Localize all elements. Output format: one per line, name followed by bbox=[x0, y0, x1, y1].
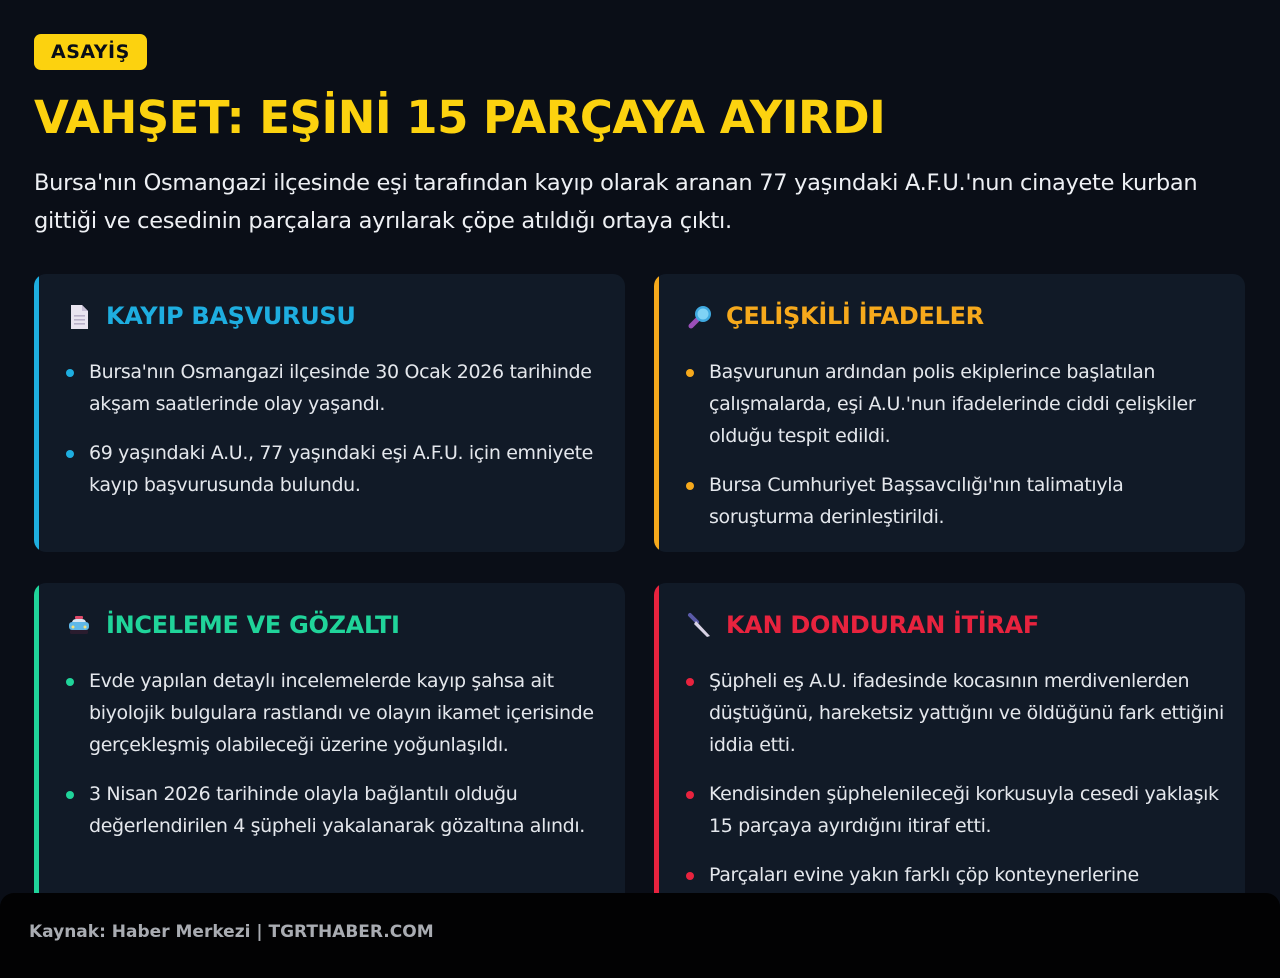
card-accent-bar bbox=[654, 274, 659, 552]
card-header bbox=[686, 609, 1039, 641]
card-header bbox=[66, 609, 400, 641]
card-inceleme-ve-gozalti bbox=[34, 583, 625, 913]
list-item: Başvurunun ardından polis ekiplerince başlatılan çalışmalarda, eşi A.U.'nun ifadelerinde ciddi çelişkiler olduğu tespit edildi. bbox=[686, 356, 1225, 452]
bullet-dot bbox=[66, 678, 74, 686]
card-kayip-basvurusu bbox=[34, 274, 625, 552]
card-accent-bar bbox=[34, 583, 39, 913]
bullet-dot bbox=[66, 450, 74, 458]
bullet-dot bbox=[66, 791, 74, 799]
list-item: Parçaları evine yakın farklı çöp konteynerlerine bbox=[686, 859, 1225, 891]
bullet-dot bbox=[686, 872, 694, 880]
headline: VAHŞET: EŞİNİ 15 PARÇAYA AYIRDI bbox=[34, 91, 886, 144]
card-celiskili-ifadeler bbox=[654, 274, 1245, 552]
list-item: 3 Nisan 2026 tarihinde olayla bağlantılı olduğu değerlendirilen 4 şüpheli yakalanarak gözaltına alındı. bbox=[66, 778, 605, 842]
card-title: İNCELEME VE GÖZALTI bbox=[106, 611, 400, 639]
card-bullet-list bbox=[66, 356, 605, 518]
bullet-dot bbox=[66, 369, 74, 377]
category-badge: ASAYİŞ bbox=[34, 34, 147, 70]
card-bullet-list bbox=[66, 665, 605, 859]
bullet-dot bbox=[686, 678, 694, 686]
card-accent-bar bbox=[654, 583, 659, 913]
list-item: 69 yaşındaki A.U., 77 yaşındaki eşi A.F.U. için emniyete kayıp başvurusunda bulundu. bbox=[66, 437, 605, 501]
bullet-dot bbox=[686, 369, 694, 377]
card-title: KAYIP BAŞVURUSU bbox=[106, 302, 356, 330]
source-credit: Kaynak: Haber Merkezi | TGRTHABER.COM bbox=[29, 922, 434, 942]
document-icon bbox=[66, 303, 92, 329]
list-item: Kendisinden şüphelenileceği korkusuyla cesedi yaklaşık 15 parçaya ayırdığını itiraf etti. bbox=[686, 778, 1225, 842]
list-item: Şüpheli eş A.U. ifadesinde kocasının merdivenlerden düştüğünü, hareketsiz yattığını ve öldüğünü fark ettiğini iddia etti. bbox=[686, 665, 1225, 761]
card-bullet-list bbox=[686, 665, 1225, 908]
card-title: KAN DONDURAN İTİRAF bbox=[726, 611, 1039, 639]
knife-icon bbox=[686, 612, 712, 638]
list-item: Bursa Cumhuriyet Başsavcılığı'nın talimatıyla soruşturma derinleştirildi. bbox=[686, 469, 1225, 533]
police-car-icon bbox=[66, 612, 92, 638]
list-item: Bursa'nın Osmangazi ilçesinde 30 Ocak 2026 tarihinde akşam saatlerinde olay yaşandı. bbox=[66, 356, 605, 420]
card-title: ÇELİŞKİLİ İFADELER bbox=[726, 302, 984, 330]
card-kan-donduran-itiraf bbox=[654, 583, 1245, 913]
footer bbox=[0, 893, 1280, 978]
lead-paragraph: Bursa'nın Osmangazi ilçesinde eşi tarafından kayıp olarak aranan 77 yaşındaki A.F.U.'nun cinayete kurban gittiği ve cesedinin parçalara ayrılarak çöpe atıldığı ortaya çıktı. bbox=[34, 170, 1198, 234]
bullet-dot bbox=[686, 791, 694, 799]
list-item: Evde yapılan detaylı incelemelerde kayıp şahsa ait biyolojik bulgulara rastlandı ve olayın ikamet içerisinde gerçekleşmiş olabileceği üzerine yoğunlaşıldı. bbox=[66, 665, 605, 761]
bullet-dot bbox=[686, 482, 694, 490]
card-accent-bar bbox=[34, 274, 39, 552]
card-bullet-list bbox=[686, 356, 1225, 550]
card-header bbox=[686, 300, 984, 332]
magnifier-icon bbox=[686, 303, 712, 329]
card-header bbox=[66, 300, 356, 332]
